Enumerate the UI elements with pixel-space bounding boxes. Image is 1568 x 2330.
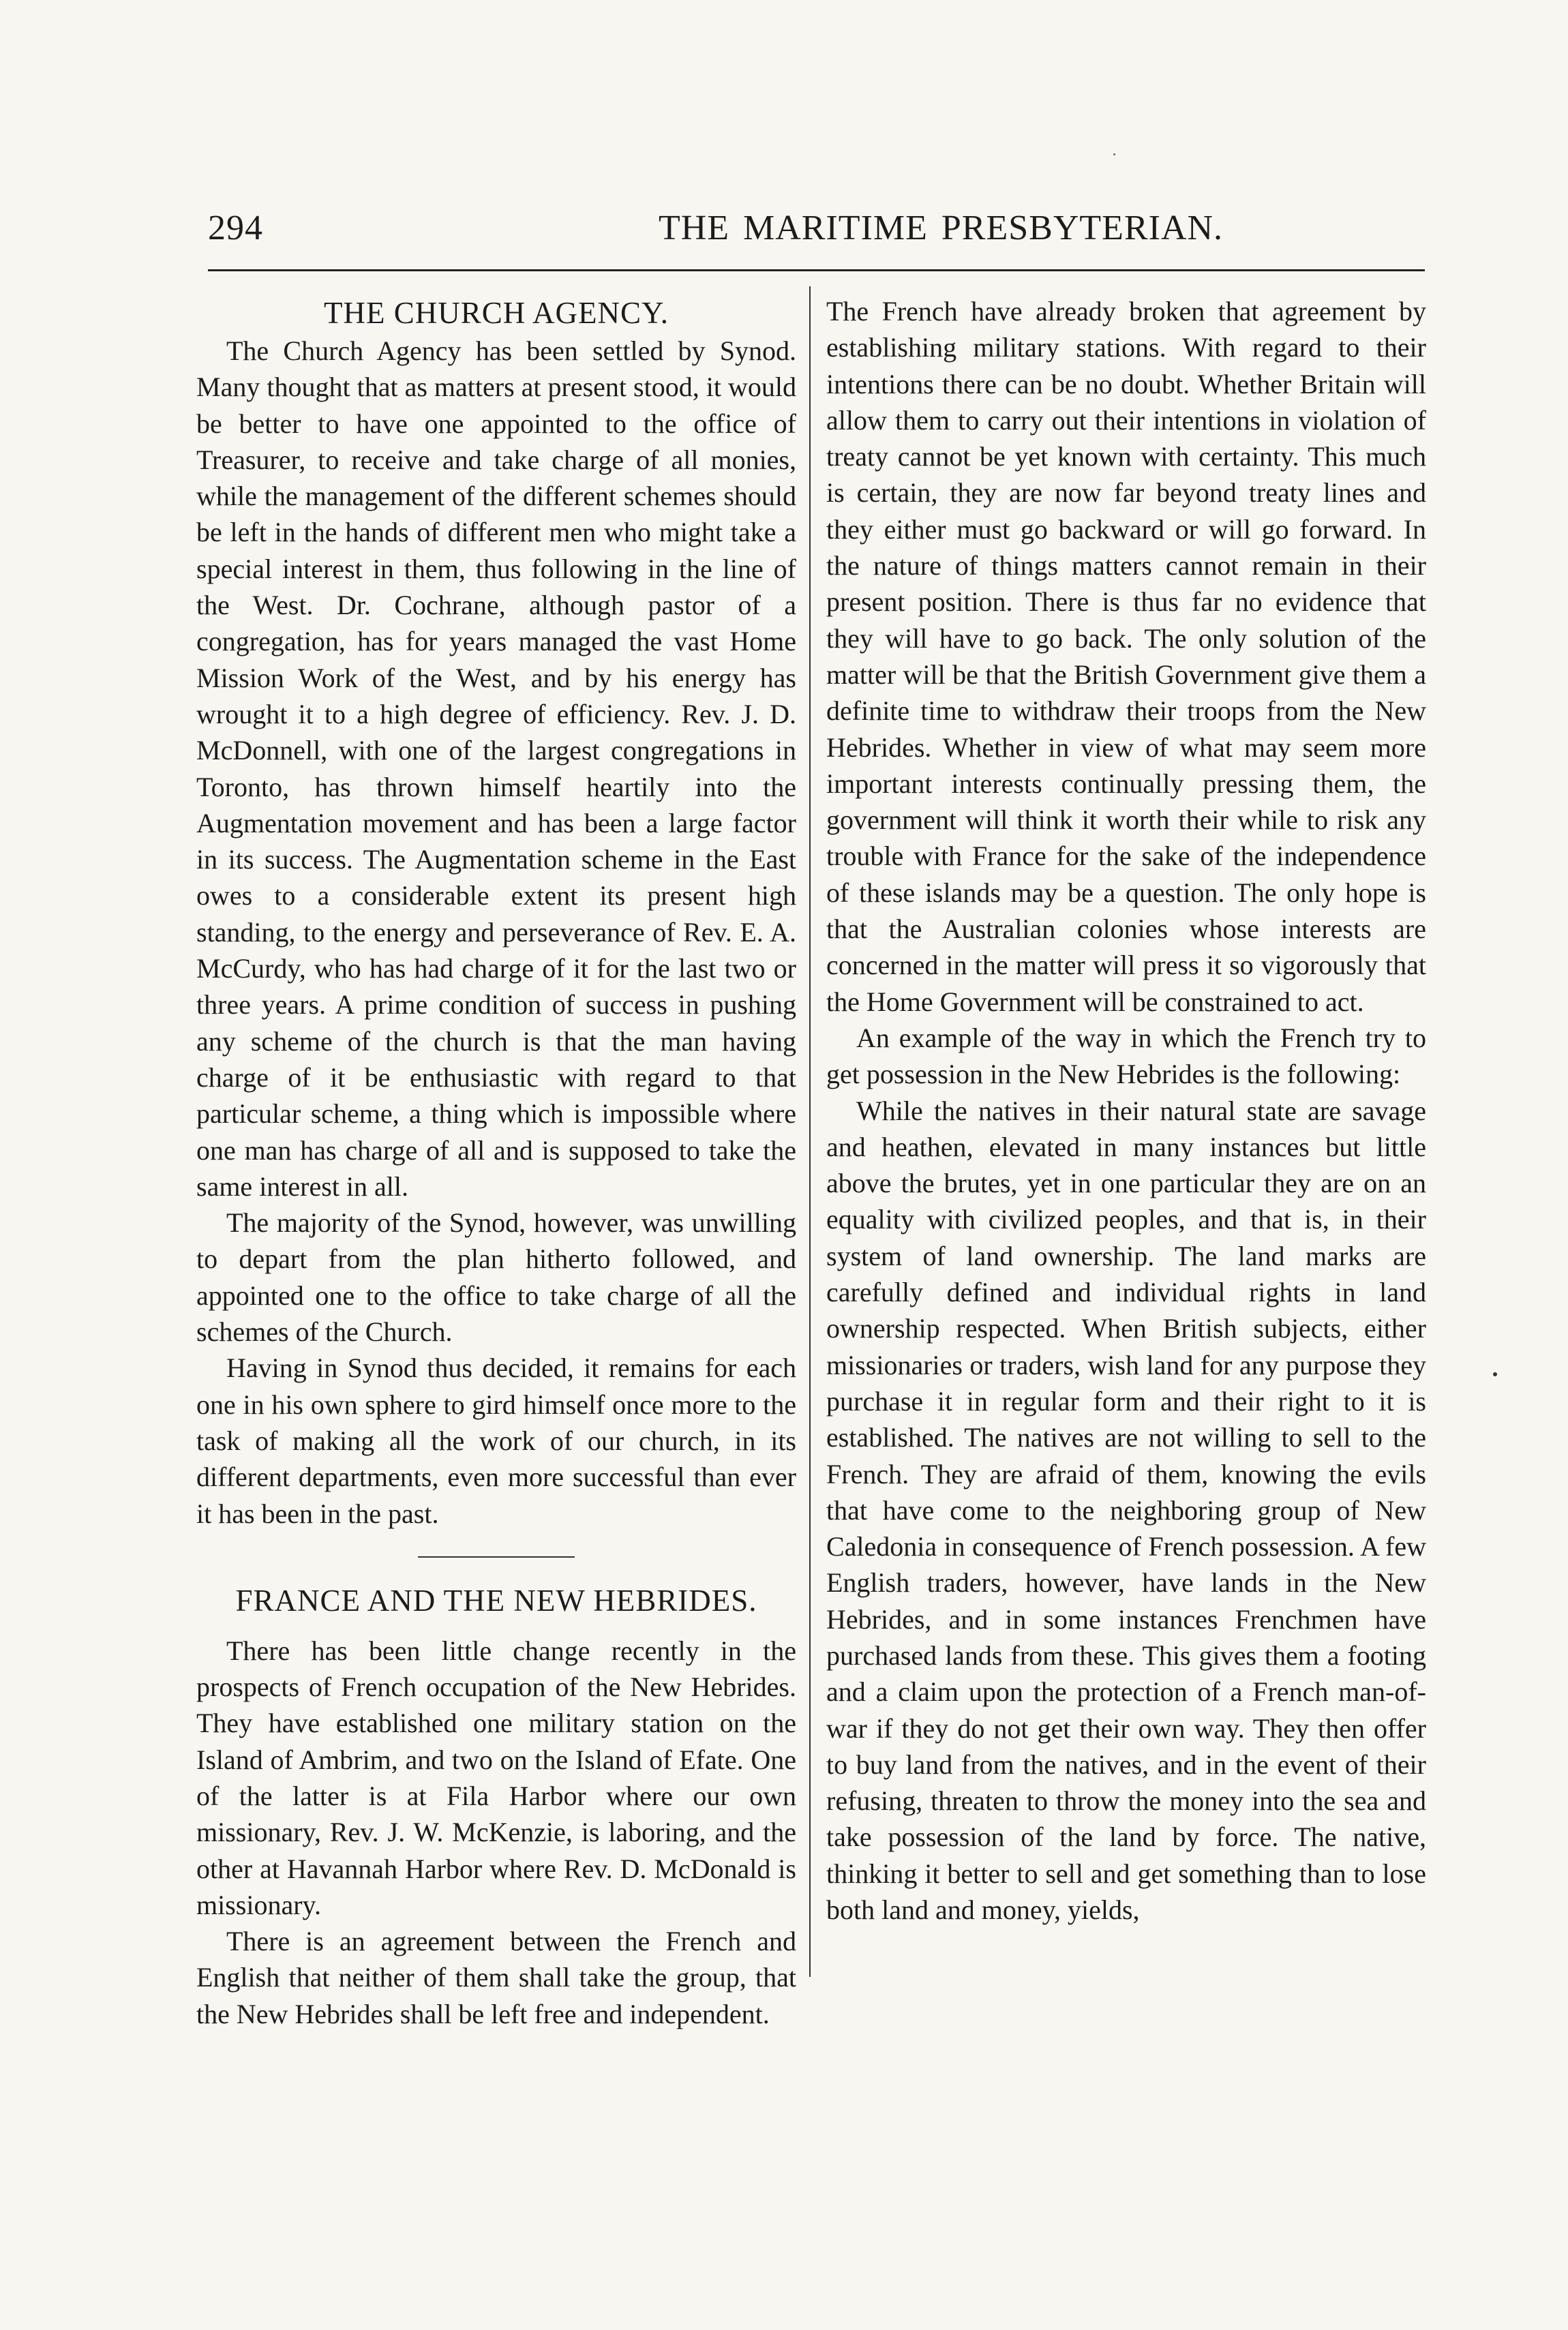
section-break-rule	[418, 1556, 575, 1558]
header-rule	[208, 269, 1425, 271]
margin-ink-dot	[1493, 1372, 1497, 1376]
article-paragraph: Having in Synod thus decided, it remains for each one in his own sphere to gird himself once more to the task of making all the work of our church, in its different departments, even more successful than ever it has been in the past.	[196, 1352, 796, 1529]
page-number: 294	[208, 209, 263, 247]
ink-speck	[1113, 153, 1115, 155]
article-paragraph: There has been little change recently in the prospects of French occupation of the New Hebrides. They have established one military station on the Island of Ambrim, and two on the Island of Efate. One of the latter is at Fila Harbor where our own missionary, Rev. J. W. McKenzie, is laboring, and the other at Havannah Harbor where Rev. D. McDonald is missionary.	[196, 1635, 796, 1920]
article-paragraph-continued: The French have already broken that agreement by establishing military stations. With regard to their intentions there can be no doubt. Whether Britain will allow them to carry out their intentions in violation of treaty cannot be yet known with certainty. This much is certain, they are now far beyond treaty lines and they either must go backward or will go forward. In the nature of things matters cannot remain in their present position. There is thus far no evidence that they will have to go back. The only solution of the matter will be that the British Government give them a definite time to withdraw their troops from the New Hebrides. Whether in view of what may seem more important interests continually pressing them, the government will think it worth their while to risk any trouble with France for the sake of the independence of these islands may be a question. The only hope is that the Australian colonies whose interests are concerned in the matter will press it so vigorously that the Home Government will be constrained to act.	[826, 296, 1426, 1017]
left-column	[196, 293, 796, 2032]
article-heading-church-agency: THE CHURCH AGENCY.	[324, 296, 669, 330]
article-paragraph: While the natives in their natural state are savage and heathen, elevated in many instances but little above the brutes, yet in one particular they are on an equality with civilized peoples, and that is, in their system of land ownership. The land marks are carefully defined and individual rights in land ownership respected. When British subjects, either missionaries or traders, wish land for any purpose they purchase it in regular form and their right to it is established. The natives are not willing to sell to the French. They are afraid of them, knowing the evils that have come to the neighboring group of New Caledonia in consequence of French possession. A few English traders, however, have lands in the New Hebrides, and in some instances Frenchmen have purchased lands from these. This gives them a footing and a claim upon the protection of a French man-of-war if they do not get their own way. They then offer to buy land from the natives, and in the event of their refusing, threaten to throw the money into the sea and take possession of the land by force. The native, thinking it better to sell and get something than to lose both land and money, yields,	[826, 1095, 1426, 1926]
running-title: THE MARITIME PRESBYTERIAN.	[658, 209, 1224, 247]
column-divider	[809, 286, 811, 1977]
page-header	[208, 208, 1425, 256]
article-paragraph: The majority of the Synod, however, was unwilling to depart from the plan hitherto followed, and appointed one to the office to take charge of all the schemes of the Church.	[196, 1207, 796, 1348]
article-paragraph: An example of the way in which the French try to get possession in the New Hebrides is the following:	[826, 1022, 1426, 1090]
article-heading-france-hebrides: FRANCE AND THE NEW HEBRIDES.	[235, 1583, 757, 1618]
article-paragraph: There is an agreement between the French and English that neither of them shall take the group, that the New Hebrides shall be left free and independent.	[196, 1926, 796, 2029]
right-column	[826, 293, 1426, 1928]
article-paragraph: The Church Agency has been settled by Synod. Many thought that as matters at present stood, it would be better to have one appointed to the office of Treasurer, to receive and take charge of all monies, while the management of the different schemes should be left in the hands of different men who might take a special interest in them, thus following in the line of the West. Dr. Cochrane, although pastor of a congregation, has for years managed the vast Home Mission Work of the West, and by his energy has wrought it to a high degree of efficiency. Rev. J. D. McDonnell, with one of the largest congregations in Toronto, has thrown himself heartily into the Augmentation movement and has been a large factor in its success. The Augmentation scheme in the East owes to a considerable extent its present high standing, to the energy and perseverance of Rev. E. A. McCurdy, who has had charge of it for the last two or three years. A prime condition of success in pushing any scheme of the church is that the man having charge of it be enthusiastic with regard to that particular scheme, a thing which is impossible where one man has charge of all and is supposed to take the same interest in all.	[196, 335, 796, 1202]
